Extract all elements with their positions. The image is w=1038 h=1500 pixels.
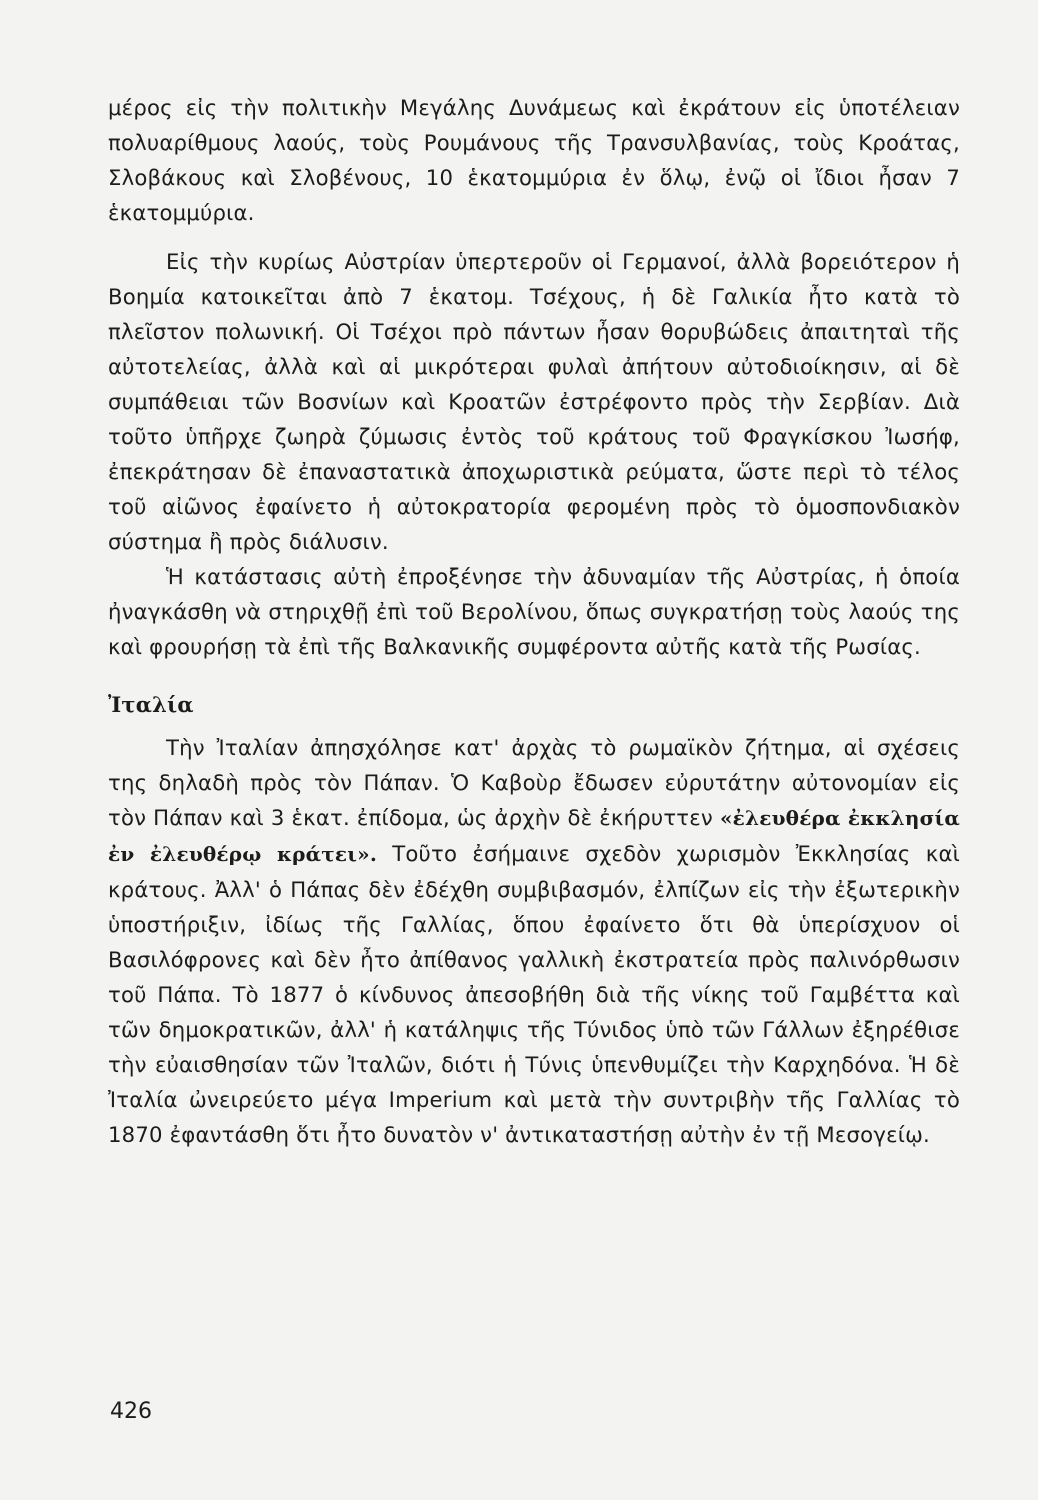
section-heading-italy: Ἰταλία — [108, 692, 194, 717]
body-text — [108, 90, 960, 1152]
paragraph-continuation: μέρος εἰς τὴν πολιτικὴν Μεγάλης Δυνάμεως καὶ ἐκράτουν εἰς ὑποτέλειαν πολυαρίθμους λαούς, τοὺς Ρουμάνους τῆς Τρανσυλβανίας, τοὺς Κροάτας, Σλοβάκους καὶ Σλοβένους, 10 ἑκατομμύρια ἐν ὅλῳ, ἐνῷ οἱ ἴδιοι ἦσαν 7 ἑκατομμύρια. — [108, 95, 960, 225]
paragraph-austria-weakness: Ἡ κατάστασις αὐτὴ ἐπροξένησε τὴν ἀδυναμίαν τῆς Αὐστρίας, ἡ ὁποία ἠναγκάσθη νὰ στηριχθῇ ἐπὶ τοῦ Βερολίνου, ὅπως συγκρατήσῃ τοὺς λαούς της καὶ φρουρήσῃ τὰ ἐπὶ τῆς Βαλκανικῆς συμφέροντα αὐτῆς κατὰ τῆς Ρωσίας. — [108, 564, 960, 659]
bold-quote: «ἐλευθέρα ἐκκλησία ἐν ἐλευθέρῳ κράτει». — [108, 806, 960, 866]
page-number: 426 — [110, 1399, 152, 1424]
paragraph-italy-part-1: Τὴν Ἰταλίαν ἀπησχόλησε κατ' ἀρχὰς τὸ ρωμαϊκὸν ζήτημα, αἱ σχέσεις της δηλαδὴ πρὸς τὸν Πάπαν. Ὁ Καβοὺρ ἔδωσεν εὐρυτάτην αὐτονομίαν εἰς τὸν Πάπαν καὶ 3 ἑκατ. ἐπίδομα, ὡς ἀρχὴν δὲ ἐκήρυττεν — [108, 735, 960, 830]
paragraph-italy-part-2: Τοῦτο ἐσήμαινε σχεδὸν χωρισμὸν Ἐκκλησίας καὶ κράτους. Ἀλλ' ὁ Πάπας δὲν ἐδέχθη συμβιβασμόν, ἐλπίζων εἰς τὴν ἐξωτερικὴν ὑποστήριξιν, ἰδίως τῆς Γαλλίας, ὅπου ἐφαίνετο ὅτι θὰ ὑπερίσχυον οἱ Βασιλόφρονες καὶ δὲν ἦτο ἀπίθανος γαλλικὴ ἐκστρατεία πρὸς παλινόρθωσιν τοῦ Πάπα. Τὸ 1877 ὁ κίνδυνος ἀπεσοβήθη διὰ τῆς νίκης τοῦ Γαμβέττα καὶ τῶν δημοκρατικῶν, ἀλλ' ἡ κατάληψις τῆς Τύνιδος ὑπὸ τῶν Γάλλων ἐξηρέθισε τὴν εὐαισθησίαν τῶν Ἰταλῶν, διότι ἡ Τύνις ὑπενθυμίζει τὴν Καρχηδόνα. Ἡ δὲ Ἰταλία ὠνειρεύετο μέγα Imperium καὶ μετὰ τὴν συντριβὴν τῆς Γαλλίας τὸ 1870 ἐφαντάσθη ὅτι ἦτο δυνατὸν ν' ἀντικαταστήσῃ αὐτὴν ἐν τῇ Μεσογείῳ. — [108, 841, 960, 1147]
paragraph-austria: Εἰς τὴν κυρίως Αὐστρίαν ὑπερτεροῦν οἱ Γερμανοί, ἀλλὰ βορειότερον ἡ Βοημία κατοικεῖται ἀπὸ 7 ἑκατομ. Τσέχους, ἡ δὲ Γαλικία ἦτο κατὰ τὸ πλεῖστον πολωνική. Οἱ Τσέχοι πρὸ πάντων ἦσαν θορυβώδεις ἀπαιτηταὶ τῆς αὐτοτελείας, ἀλλὰ καὶ αἱ μικρότεραι φυλαὶ ἀπήτουν αὐτοδιοίκησιν, αἱ δὲ συμπάθειαι τῶν Βοσνίων καὶ Κροατῶν ἐστρέφοντο πρὸς τὴν Σερβίαν. Διὰ τοῦτο ὑπῆρχε ζωηρὰ ζύμωσις ἐντὸς τοῦ κράτους τοῦ Φραγκίσκου Ἰωσήφ, ἐπεκράτησαν δὲ ἐπαναστατικὰ ἀποχωριστικὰ ρεύματα, ὥστε περὶ τὸ τέλος τοῦ αἰῶνος ἐφαίνετο ἡ αὐτοκρατορία φερομένη πρὸς τὸ ὁμοσπονδιακὸν σύστημα ἢ πρὸς διάλυσιν. — [108, 249, 960, 554]
paragraph-italy — [108, 730, 960, 1152]
